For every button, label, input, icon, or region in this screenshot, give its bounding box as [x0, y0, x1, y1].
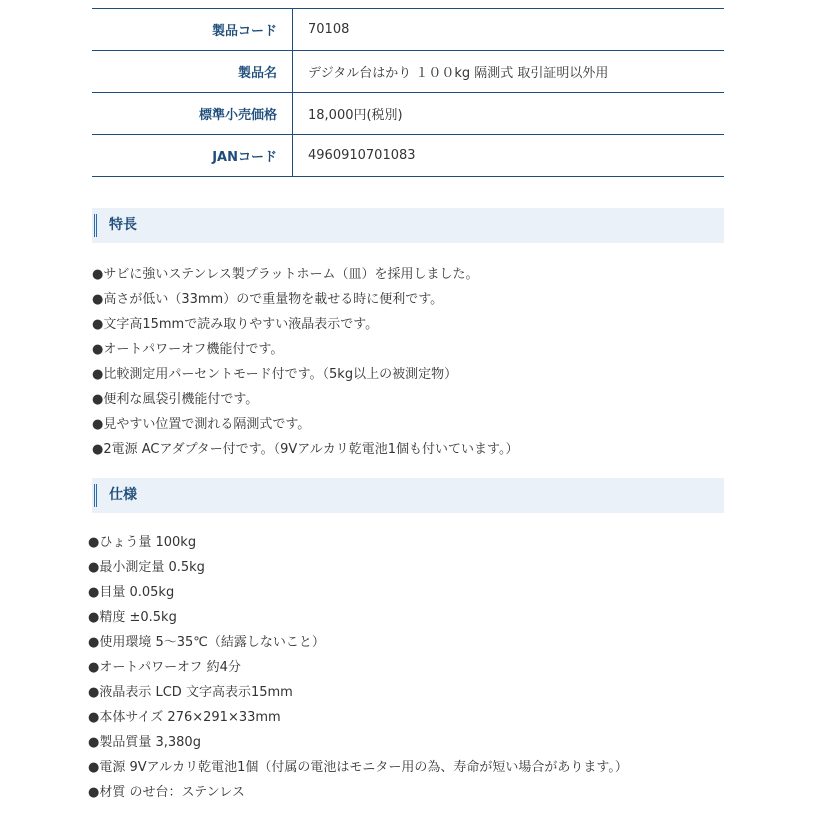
product-code-value: 70108 — [293, 9, 725, 51]
product-name-label: 製品名 — [92, 51, 293, 93]
feature-item: ●比較測定用パーセントモード付です。（5kg以上の被測定物） — [92, 367, 458, 382]
spec-item: ●本体サイズ 276×291×33mm — [88, 710, 281, 725]
jan-code-value: 4960910701083 — [293, 135, 725, 177]
jan-code-label: JANコード — [92, 135, 293, 177]
product-name-value: デジタル台はかり １００kg 隔測式 取引証明以外用 — [293, 51, 725, 93]
feature-item: ●2電源 ACアダプター付です。（9Vアルカリ乾電池1個も付いています。） — [92, 442, 519, 457]
features-heading — [92, 208, 724, 243]
feature-item: ●文字高15mmで読み取りやすい液晶表示です。 — [92, 317, 379, 332]
table-row-product-code — [92, 9, 724, 51]
features-heading-text: 特長 — [109, 217, 137, 233]
specs-heading-text: 仕様 — [109, 487, 137, 503]
table-row-jan-code — [92, 135, 724, 177]
table-row-product-name — [92, 51, 724, 93]
heading-accent-bar — [94, 214, 97, 237]
spec-item: ●電源 9Vアルカリ乾電池1個（付属の電池はモニター用の為、寿命が短い場合があります。） — [88, 760, 628, 775]
product-code-label: 製品コード — [92, 9, 293, 51]
heading-accent-bar — [94, 484, 97, 507]
specs-heading — [92, 478, 724, 513]
spec-item: ●製品質量 3,380g — [88, 735, 201, 750]
feature-item: ●高さが低い（33mm）ので重量物を載せる時に便利です。 — [92, 292, 444, 307]
feature-item: ●オートパワーオフ機能付です。 — [92, 342, 284, 357]
retail-price-value: 18,000円(税別) — [293, 93, 725, 135]
feature-item: ●見やすい位置で測れる隔測式です。 — [92, 417, 311, 432]
features-list — [92, 262, 519, 462]
spec-item: ●ひょう量 100kg — [88, 535, 197, 550]
spec-item: ●材質 のせ台：ステンレス — [88, 785, 245, 800]
spec-item: ●液晶表示 LCD 文字高表示15mm — [88, 685, 293, 700]
specs-list — [88, 530, 628, 805]
product-info-table — [92, 8, 724, 177]
table-row-retail-price — [92, 93, 724, 135]
retail-price-label: 標準小売価格 — [92, 93, 293, 135]
spec-item: ●精度 ±0.5kg — [88, 610, 177, 625]
spec-item: ●目量 0.05kg — [88, 585, 175, 600]
feature-item: ●便利な風袋引機能付です。 — [92, 392, 259, 407]
spec-item: ●使用環境 5～35℃（結露しないこと） — [88, 635, 325, 650]
spec-item: ●最小測定量 0.5kg — [88, 560, 205, 575]
feature-item: ●サビに強いステンレス製プラットホーム（皿）を採用しました。 — [92, 267, 479, 282]
spec-item: ●オートパワーオフ 約4分 — [88, 660, 241, 675]
